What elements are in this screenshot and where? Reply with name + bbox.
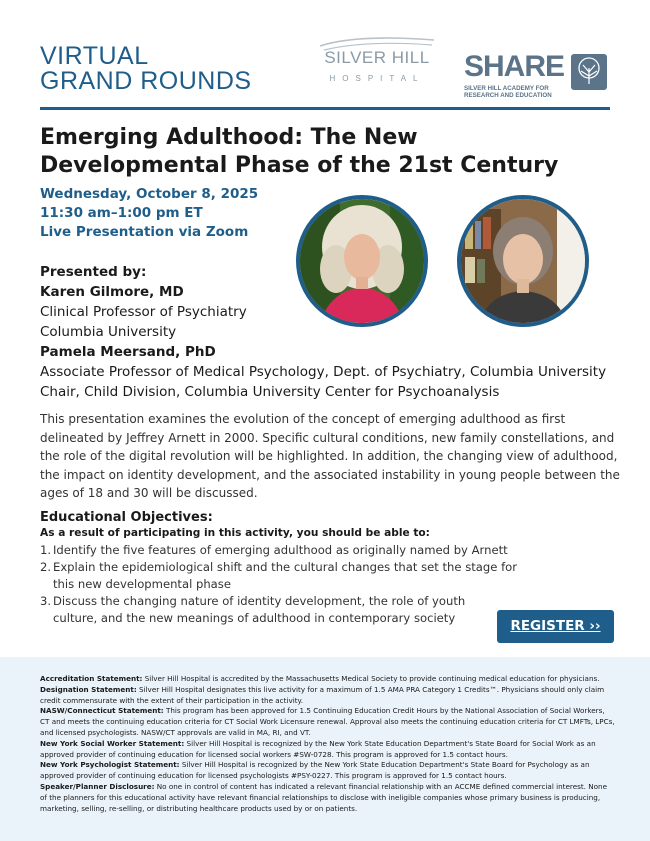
footer-text: No one in control of content has indicated a relevant financial relationship with an ACCME defined commercial interest. None of the planners for this educational activity have relevant financial relationships to disclose with ineligible companies whose primary business is producing, marketing, selling, re-selling, or distributing healthcare products used by or on patients. <box>40 781 608 813</box>
logo2-sub-line1: SILVER HILL ACADEMY FOR <box>464 85 549 92</box>
footer-label: NASW/Connecticut Statement: <box>40 706 164 716</box>
objective-text: Explain the epidemiological shift and the cultural changes that set the stage for this new developmental phase <box>53 560 518 591</box>
footer-label: New York Psychologist Statement: <box>40 760 180 770</box>
event-details <box>40 185 258 242</box>
footer-statement <box>40 674 615 685</box>
event-time: 11:30 am–1:00 pm ET <box>40 205 203 221</box>
objective-item <box>40 542 530 559</box>
share-logo <box>464 52 610 102</box>
logo1-name: SILVER HILL <box>324 48 430 67</box>
tree-icon <box>571 54 607 90</box>
event-date: Wednesday, October 8, 2025 <box>40 186 259 202</box>
series-title <box>40 44 252 94</box>
presenter1-name: Karen Gilmore, MD <box>40 284 184 300</box>
logo2-name: SHARE <box>464 50 565 83</box>
header-divider <box>40 107 610 110</box>
footer-text: Silver Hill Hospital designates this live activity for a maximum of 1.5 AMA PRA Category 1 Credits™. Physicians should only claim credit commensurate with the extent of their participation in the activity. <box>40 684 605 705</box>
objective-number: 2. <box>40 560 52 574</box>
footer-label: New York Social Worker Statement: <box>40 738 185 748</box>
event-title: Emerging Adulthood: The New Developmental Phase of the 21st Century <box>40 125 559 178</box>
event-format: Live Presentation via Zoom <box>40 224 249 240</box>
silver-hill-hospital-logo <box>316 32 438 92</box>
header <box>40 44 610 114</box>
series-title-line2: GRAND ROUNDS <box>40 67 252 95</box>
presenters-section <box>40 262 606 402</box>
footer-label: Speaker/Planner Disclosure: <box>40 781 155 791</box>
objectives-list <box>40 542 530 627</box>
logo2-sub-line2: RESEARCH AND EDUCATION <box>464 92 552 99</box>
objectives-intro: As a result of participating in this activity, you should be able to: <box>40 527 430 539</box>
objective-number: 3. <box>40 594 52 608</box>
footer-text: Silver Hill Hospital is accredited by the Massachusetts Medical Society to provide continuing medical education for physicians. <box>142 674 600 683</box>
event-description: This presentation examines the evolution of the concept of emerging adulthood as first delineated by Jeffrey Arnett in 2000. Specific cultural conditions, new family constellations, and the role of the digital revolution will be highlighted. In addition, the changing view of adulthood, the impact on identity development, and the associated instability in young people between the ages of 18 and 30 will be discussed. <box>40 412 620 500</box>
presenters-heading: Presented by: <box>40 264 147 280</box>
footer-statement <box>40 706 615 738</box>
presenter1-role: Clinical Professor of Psychiatry <box>40 304 247 320</box>
presenter2-org: Chair, Child Division, Columbia University Center for Psychoanalysis <box>40 384 500 400</box>
register-button[interactable]: REGISTER ›› <box>497 610 614 643</box>
objective-text: Identify the five features of emerging adulthood as originally named by Arnett <box>53 543 508 557</box>
presenter2-role: Associate Professor of Medical Psychology, Dept. of Psychiatry, Columbia University <box>40 364 607 380</box>
logo1-sub: HOSPITAL <box>329 74 425 83</box>
footer-statement <box>40 782 615 814</box>
footer-text: Silver Hill Hospital is recognized by the New York State Education Department's State Board for Social Work as an approved provider of continuing education for licensed social workers #SW-0728. This program is approved for 1.5 contact hours. <box>40 738 596 759</box>
footer-statement <box>40 685 615 707</box>
footer-text: This program has been approved for 1.5 Continuing Education Credit Hours by the National Association of Social Workers, CT and meets the continuing education criteria for CT Social Work Licensure renewal. Approval also meets the continuing education criteria for CT LMFTs, LPCs, and licensed psychologists. NASW/CT approvals are valid in MA, RI, and VT. <box>40 706 615 737</box>
footer-statement <box>40 760 615 782</box>
objective-item <box>40 593 483 627</box>
logo2-sub <box>464 85 552 99</box>
objective-number: 1. <box>40 543 52 557</box>
footer-text: Silver Hill Hospital is recognized by the New York State Education Department's State Board for Psychology as an approved provider of continuing education for licensed psychologists #PSY-0227. This program is approved for 1.5 contact hours. <box>40 760 590 781</box>
objective-text: Discuss the changing nature of identity development, the role of youth culture, and the new meanings of adulthood in contemporary society <box>53 594 466 625</box>
series-title-line1: VIRTUAL <box>40 42 149 70</box>
objectives-heading: Educational Objectives: <box>40 510 213 525</box>
presenter2-name: Pamela Meersand, PhD <box>40 344 216 360</box>
footer-label: Designation Statement: <box>40 684 137 694</box>
presenter1-org: Columbia University <box>40 324 177 340</box>
footer-label: Accreditation Statement: <box>40 674 143 683</box>
accreditation-statements <box>40 674 615 814</box>
footer-statement <box>40 739 615 761</box>
objective-item <box>40 559 518 593</box>
accreditation-footer <box>0 657 650 841</box>
